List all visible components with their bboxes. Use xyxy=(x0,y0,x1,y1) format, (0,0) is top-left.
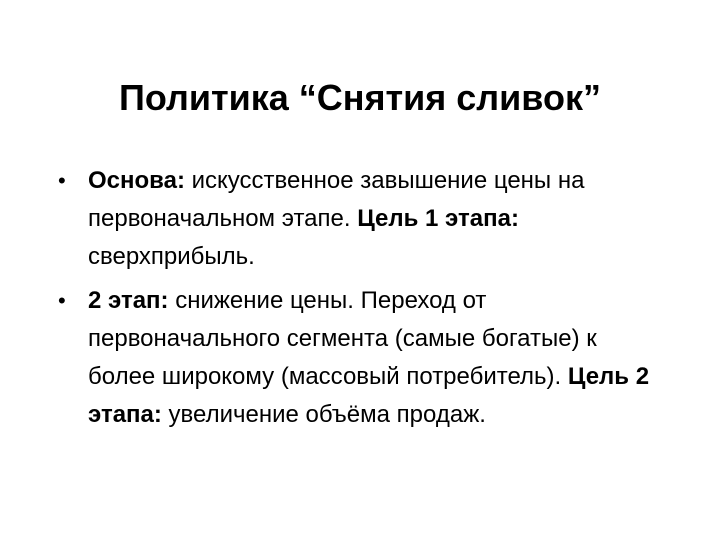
bullet-item-basis xyxy=(58,162,658,276)
bullet-icon: • xyxy=(58,288,66,313)
slide-title: Политика “Снятия сливок” xyxy=(119,77,601,118)
bullet-text: снижение цены. Переход от первоначального сегмента (самые богатые) к более широкому (массовый потребитель). xyxy=(88,287,597,390)
bullet-item-stage-2 xyxy=(58,282,658,434)
bullet-text: сверхприбыль. xyxy=(88,243,255,270)
bullet-text: искусственное завышение цены на первоначальном этапе. xyxy=(88,167,585,232)
bullet-text: увеличение объёма продаж. xyxy=(161,401,486,428)
bullet-lead: Основа: xyxy=(88,167,185,194)
bullet-list xyxy=(58,162,658,440)
bullet-emphasis: Цель 2 этапа: xyxy=(88,363,650,428)
bullet-emphasis: Цель 1 этапа: xyxy=(357,205,519,232)
bullet-lead: 2 этап: xyxy=(88,287,169,314)
bullet-icon: • xyxy=(58,168,66,193)
